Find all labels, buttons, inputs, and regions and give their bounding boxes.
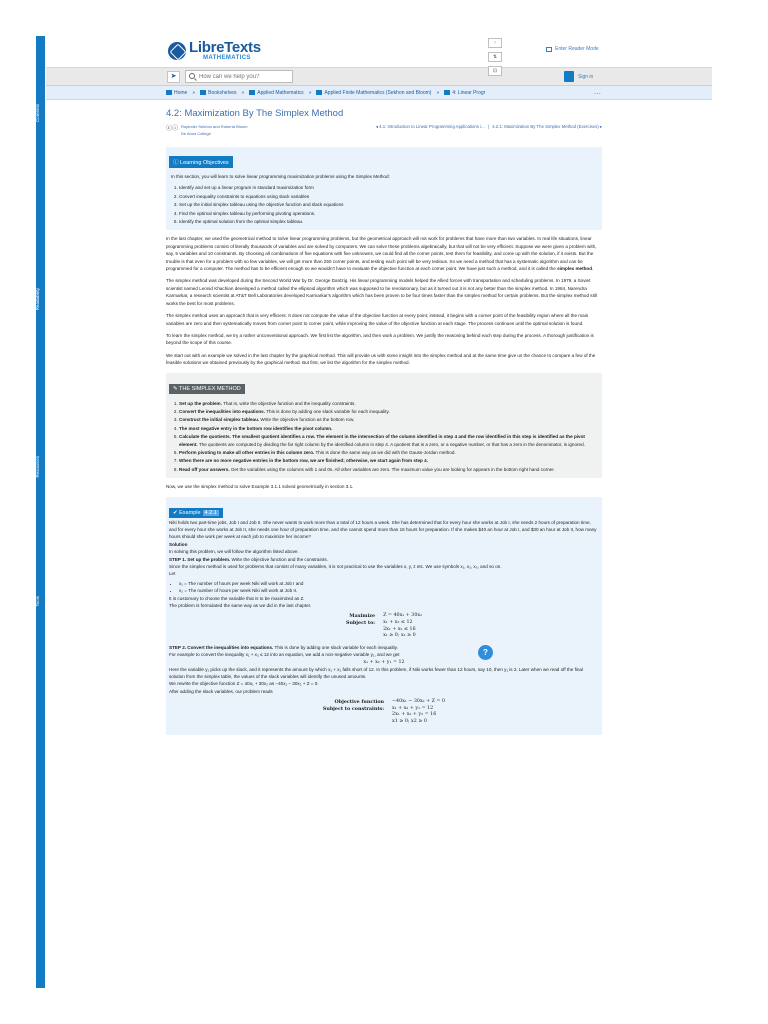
toolbar-mini-3[interactable]: ⊡ bbox=[488, 66, 502, 76]
reader-mode-button[interactable] bbox=[546, 46, 599, 52]
breadcrumb-chapter[interactable]: 4: Linear Progr bbox=[444, 90, 485, 96]
body-paragraph-5: We start out with an example we solved in the last chapter by the graphical method. This will provide us with some insight into the simplex method and at the same time give us the chance to compare a few of the feasible solutions we obtained previously by the graphical method. But first, we list the algorithm for the simplex method. bbox=[166, 352, 596, 366]
rail-contents-tab[interactable]: Contents bbox=[35, 104, 40, 123]
simplex-step: 3. Construct the initial simplex tableau. Write the objective function as the bottom row. bbox=[179, 416, 599, 423]
toolbar-mini-1[interactable]: ↑ bbox=[488, 38, 502, 48]
book-icon bbox=[316, 90, 322, 95]
pin-button[interactable]: ➤ bbox=[167, 71, 180, 83]
formulated-text: The problem is formulated the same way as we did in the last chapter. bbox=[169, 603, 312, 609]
example-heading: ✔ Example 4.2.1 bbox=[169, 508, 223, 518]
body-paragraph-1: In the last chapter, we used the geometrical method to solve linear programming problems, but the geometrical approach will not work for problems that have more than two variables. In real life situations, linear programming problems consist of literally thousands of variables and are solved by computers. We can solve these problems algebraically, but that will not be very efficient. Suppose we were given a problem with, say, 5 variables and 10 constraints. By choosing all combinations of five equations with five unknowns, we could find all the corner points, test them for feasibility, and come up with the solution, if it exists. But the trouble is that even for a problem with so few variables, we will get more than 250 corner points, and testing each point will be very tedious. So we need a method that has a systematic algorithm and can be programmed for a computer. The method has to be efficient enough so we wouldn't have to evaluate the objective function at each corner point. We have just such a method, and it is called the simplex method. bbox=[166, 236, 597, 272]
rewrite-text: We rewrite the objective function Z = 40x₁ + 30x₂ as −40x₁ − 30x₂ + Z = 0. bbox=[169, 681, 319, 687]
breadcrumb: Home » Bookshelves » Applied Mathematics » Applied Finite Mathematics (Sekhon and Bloom) » 4: Linear Progr ... bbox=[46, 86, 712, 100]
breadcrumb-home[interactable]: Home bbox=[166, 90, 187, 96]
rail-readability-tab[interactable]: Readability bbox=[35, 288, 40, 311]
objective-item: 3. Set up the initial simplex tableau using the objective function and slack equations bbox=[179, 201, 599, 208]
simplex-step: 6. Perform pivoting to make all other entries in this column zero. This is done the same way as we did with the Gauss-Jordan method. bbox=[179, 449, 599, 456]
simplex-steps-list bbox=[179, 400, 599, 474]
sign-in-button[interactable] bbox=[564, 71, 593, 82]
search-bar bbox=[46, 68, 712, 86]
breadcrumb-book[interactable]: Applied Finite Mathematics (Sekhon and Bloom) bbox=[316, 90, 431, 96]
next-page-link[interactable]: 4.2.1: Maximization By The Simplex Method (Exercises) ▸ bbox=[492, 124, 602, 129]
search-icon bbox=[189, 73, 195, 79]
simplex-step: 4. The most negative entry in the bottom row identifies the pivot column. bbox=[179, 425, 599, 432]
custom-text: It is customary to choose the variable that is to be maximized as Z. bbox=[169, 595, 305, 601]
convert-text: For example to convert the inequality x₁ + x₂ ≤ 12 into an equation, we add a non-negative variable y₁, and we get bbox=[169, 652, 400, 658]
step-1: STEP 1. Set up the problem. Write the objective function and the constraints. bbox=[169, 556, 328, 562]
let-label: Let bbox=[169, 571, 176, 577]
search-input[interactable] bbox=[185, 70, 293, 83]
side-rail bbox=[36, 36, 45, 988]
let-item: • x₁ = The number of hours per week Niki will work at Job I and bbox=[179, 580, 599, 587]
simplex-step: 5. Calculate the quotients. The smallest quotient identifies a row. The element in the intersection of the column identified in step 4 and the row identified in this step is identified as the pivot element. The quotients are computed by dividing the far right column by the identified column in step 4. A quotient that is a zero, or a negative number, or that has a zero in the denominator, is ignored. bbox=[179, 433, 599, 448]
libretexts-logo[interactable] bbox=[168, 40, 261, 61]
libretexts-logo-icon bbox=[168, 42, 186, 60]
sign-in-icon bbox=[564, 71, 574, 82]
breadcrumb-applied-math[interactable]: Applied Mathematics bbox=[249, 90, 303, 96]
objectives-intro: In this section, you will learn to solve linear programming maximization problems using the Simplex Method: bbox=[171, 174, 390, 179]
shelf-icon bbox=[200, 90, 206, 95]
objective-item: 1. Identify and set up a linear program in standard maximization form bbox=[179, 184, 599, 191]
let-list bbox=[179, 580, 599, 595]
rail-tools-tab[interactable]: Tools bbox=[35, 596, 40, 607]
logo-library: MATHEMATICS bbox=[203, 55, 251, 61]
maximize-formulation: Maximize Subject to: Z = 40x₁ + 30x₂ x₁ + x₂ ≤ 12 2x₁ + x₂ ≤ 16 x₁ ≥ 0; x₂ ≥ 0 bbox=[345, 613, 423, 639]
page-title: 4.2: Maximization By The Simplex Method bbox=[166, 108, 344, 119]
objective-item: 2. Convert inequality constraints to equations using slack variables bbox=[179, 193, 599, 200]
simplex-method-heading: ✎ THE SIMPLEX METHOD bbox=[169, 384, 245, 394]
example-problem: Niki holds two part-time jobs, Job I and Job II. She never wants to work more than a total of 12 hours a week. She has determined that for every hour she works at Job I, she needs 2 hours of preparation time, and for every hour she works at Job II, she needs one hour of preparation time, and she cannot spend more than 16 hours for preparation. If she makes $40 an hour at Job I, and $30 an hour at Job II, how many hours should she work per week at each job to maximize her income? bbox=[169, 519, 597, 540]
page-content: 4.2: Maximization By The Simplex Method ⓒⓘ Rupinder Sekhon and Roberta Bloom De Anza College ◂ 4.1: Introduction to Linear Programming Applications i... | 4.2.1: Maximization By The Simplex Method (Exercises) ▸ ⓘ Learning Objectives In this section, you will learn to solve linear programming maximization problems using the Simplex Method: 1. Identify and set up a linear program in standard maximization form 2. Convert inequality constraints to equations using slack variables 3. Set up the initial simplex tableau using the objective function and slack equations 4. Find the optimal simplex tableau by performing pivoting operations. 5. Identify the optimal solution from the optimal simplex tableau. In the last chapter, we used the geometrical method to solve linear programming problems, but the geometrical approach will not work for problems that have more than two variables. In real life situations, linear programming problems consist of literally thousands of variables and are solved by computers. We can solve these problems algebraically, but that will not be very efficient. Suppose we were given a problem with, say, 5 variables and 10 constraints. By choosing all combinations of five equations with five unknowns, we could find all the corner points, test them for feasibility, and come up with the solution, if it exists. But the trouble is that even for a problem with so few variables, we will get more than 250 corner points, and testing each point will be very tedious. So we need a method that has a systematic algorithm and can be programmed for a computer. The method has to be efficient enough so we wouldn't have to evaluate the objective function at each corner point. We have just such a method, and it is called the simplex method. The simplex method was developed during the Second World War by Dr. George Dantzig. His linear programming models helped the Allied forces with transportation and scheduling problems. In 1979, a Soviet scientist named Leonid Khachian developed a method called the ellipsoid algorithm which was supposed to be revolutionary, but as it turned out it is not any better than the simplex method. In 1984, Narendra Karmarkar, a research scientist at AT&T Bell Laboratories developed Karmarkar's algorithm which has been proven to be four times faster than the simplex method for certain problems. But the simplex method still works the best for most problems. The simplex method uses an approach that is very efficient. It does not compute the value of the objective function at every point; instead, it begins with a corner point of the feasibility region where all the main variables are zero and then systematically moves from corner point to corner point, while improving the value of the objective function at each stage. The process continues until the optimal solution is found. To learn the simplex method, we try a rather unconventional approach. We first list the algorithm, and then work a problem. We justify the reasoning behind each step during the process. A thorough justification is beyond the scope of this course. We start out with an example we solved in the last chapter by the graphical method. This will provide us with some insight into the simplex method and at the same time give us the chance to compare a few of the feasible solutions we obtained previously by the graphical method. But first, we list the algorithm for the simplex method. ✎ THE SIMPLEX METHOD 1. Set up the problem. That is, write the objective function and the inequality constraints. 2. Convert the inequalities into equations. This is done by adding one slack variable for each inequality. 3. Construct the initial simplex tableau. Write the objective function as the bottom row. 4. The most negative entry in the bottom row identifies the pivot column. 5. Calculate the quotients. The smallest quotient identifies a row. The element in the intersection of the column identified in step 4 and the row identified in this step is identified as the pivot element. The quotients are computed by dividing the far right column by the identified column in step 4. A quotient that is a zero, or a negative number, or that has a zero in the denominator, is ignored. 6. Perform pivoting to make all other entries in this column zero. This is done the same way as we did with the Gauss-Jordan method. 7. When there are no more negative entries in the bottom row, we are finished; otherwise, we start again from step 4. 8. Read off your answers. Get the variables using the columns with 1 and 0s. All other variables are zero. The maximum value you are looking for appears in the bottom right hand corner. Now, we use the simplex method to solve Example 3.1.1 solved geometrically in section 3.1. ✔ Example 4.2.1 Niki holds two part-time jobs, Job I and Job II. She never wants to work more than a total of 12 hours a week. She has determined that for every hour she works at Job I, she needs 2 hours of preparation time, and for every hour she works at Job II, she needs one hour of preparation time, and she cannot spend more than 16 hours for preparation. If she makes $40 an hour at Job I, and $30 an hour at Job II, how many hours should she work per week at each job to maximize her income? Solution In solving this problem, we will follow the algorithm listed above. STEP 1. Set up the problem. Write the objective function and the constraints. Since the simplex method is used for problems that consist of many variables, it is not practical to use the variables x, y, z etc. We use symbols x₁, x₂, x₃, and so on. Let • x₁ = The number of hours per week Niki will work at Job I and • x₂ = The number of hours per week Niki will work at Job II. It is customary to choose the variable that is to be maximized as Z. The problem is formulated the same way as we did in the last chapter. Maximize Subject to: Z = 40x₁ + 30x₂ x₁ + x₂ ≤ 12 2x₁ + x₂ ≤ 16 x₁ ≥ 0; x₂ ≥ 0 STEP 2. Convert the inequalities into equations. This is done by adding one slack variable for each inequality. For example to convert the inequality x₁ + x₂ ≤ 12 into an equation, we add a non-negative variable y₁, and we get x₁ + x₂ + y₁ = 12 Here the variable y₁ picks up the slack, and it represents the amount by which x₁ + x₂ falls short of 12. In this problem, if Niki works fewer than 12 hours, say 10, then y₁ is 2. Later when we read off the final solution from the simplex table, the values of the slack variables will identify the unused amounts. We rewrite the objective function Z = 40x₁ + 30x₂ as −40x₁ − 30x₂ + Z = 0. After adding the slack variables, our problem reads Objective function Subject to constraints: −40x₁ − 30x₂ + Z = 0 x₁ + x₂ + y₁ = 12 2x₁ + x₂ + y₂ = 16 x1 ≥ 0; x2 ≥ 0 bbox=[166, 108, 602, 735]
after-text: After adding the slack variables, our problem reads bbox=[169, 688, 273, 694]
slack-text: Here the variable y₁ picks up the slack, and it represents the amount by which x₁ + x₂ falls short of 12. In this problem, if Niki works fewer than 12 hours, say 10, then y₁ is 2. Later when we read off the final solution from the simplex table, the values of the slack variables will identify the unused amounts. bbox=[169, 666, 583, 680]
reader-mode-icon bbox=[546, 47, 552, 52]
body-paragraph-2: The simplex method was developed during the Second World War by Dr. George Dantzig. His linear programming models helped the Allied forces with transportation and scheduling problems. In 1979, a Soviet scientist named Leonid Khachian developed a method called the ellipsoid algorithm which was supposed to be revolutionary, but as it turned out it is not any better than the simplex method. In 1984, Narendra Karmarkar, a research scientist at AT&T Bell Laboratories developed Karmarkar's algorithm which has been proven to be four times faster than the simplex method for certain problems. But the simplex method still works the best for most problems. bbox=[166, 278, 597, 306]
simplex-step: 8. Read off your answers. Get the variables using the columns with 1 and 0s. All other variables are zero. The maximum value you are looking for appears in the bottom right hand corner. bbox=[179, 466, 599, 473]
transition-paragraph: Now, we use the simplex method to solve Example 3.1.1 solved geometrically in section 3.1. bbox=[166, 484, 354, 490]
toolbar-mini-2[interactable]: ⇅ bbox=[488, 52, 502, 62]
objective-item: 5. Identify the optimal solution from the optimal simplex tableau. bbox=[179, 218, 599, 225]
institution-link[interactable]: De Anza College bbox=[181, 131, 211, 136]
breadcrumb-bookshelves[interactable]: Bookshelves bbox=[200, 90, 236, 96]
simplex-method-box bbox=[166, 373, 602, 479]
shelf-icon bbox=[249, 90, 255, 95]
home-icon bbox=[166, 90, 172, 95]
slack-formulation: Objective function Subject to constraints: −40x₁ − 30x₂ + Z = 0 x₁ + x₂ + y₁ = 12 2x₁ + x₂ + y₂ = 16 x1 ≥ 0; x2 ≥ 0 bbox=[322, 699, 446, 725]
author-link[interactable]: Rupinder Sekhon and Roberta Bloom bbox=[181, 124, 248, 129]
site-header bbox=[46, 36, 712, 68]
variables-text: Since the simplex method is used for problems that consist of many variables, it is not practical to use the variables x, y, z etc. We use symbols x₁, x₂, x₃, and so on. bbox=[169, 564, 502, 570]
solution-label: Solution bbox=[169, 541, 188, 547]
let-item: • x₂ = The number of hours per week Niki will work at Job II. bbox=[179, 587, 599, 594]
logo-name: LibreTexts bbox=[189, 39, 261, 56]
rail-resources-tab[interactable]: Resources bbox=[35, 456, 40, 478]
help-button[interactable]: ? bbox=[478, 645, 493, 660]
learning-objectives-heading: ⓘ Learning Objectives bbox=[169, 156, 233, 168]
prev-page-link[interactable]: ◂ 4.1: Introduction to Linear Programming Applications i... bbox=[375, 124, 485, 129]
breadcrumb-more[interactable]: ... bbox=[594, 89, 602, 96]
solution-intro: In solving this problem, we will follow the algorithm listed above. bbox=[169, 549, 299, 555]
simplex-step: 2. Convert the inequalities into equations. This is done by adding one slack variable for each inequality. bbox=[179, 408, 599, 415]
example-box bbox=[166, 497, 602, 735]
simplex-step: 1. Set up the problem. That is, write the objective function and the inequality constraints. bbox=[179, 400, 599, 407]
learning-objectives-box bbox=[166, 147, 602, 230]
simplex-step: 7. When there are no more negative entries in the bottom row, we are finished; otherwise, we start again from step 4. bbox=[179, 457, 599, 464]
slack-equation: x₁ + x₂ + y₁ = 12 bbox=[363, 659, 405, 665]
objectives-list bbox=[179, 184, 599, 225]
step-2: STEP 2. Convert the inequalities into equations. This is done by adding one slack variable for each inequality. bbox=[169, 644, 399, 650]
objective-item: 4. Find the optimal simplex tableau by performing pivoting operations. bbox=[179, 210, 599, 217]
reader-mode-label: Enter Reader Mode bbox=[555, 46, 599, 52]
cc-license-icon[interactable]: ⓒⓘ bbox=[166, 126, 179, 132]
chapter-icon bbox=[444, 90, 450, 95]
sign-in-label: Sign in bbox=[578, 73, 594, 80]
body-paragraph-4: To learn the simplex method, we try a rather unconventional approach. We first list the algorithm, and then work a problem. We justify the reasoning behind each step during the process. A thorough justification is beyond the scope of this course. bbox=[166, 332, 594, 346]
body-paragraph-3: The simplex method uses an approach that is very efficient. It does not compute the value of the objective function at every point; instead, it begins with a corner point of the feasibility region where all the main variables are zero and then systematically moves from corner point to corner point, while improving the value of the objective function at each stage. The process continues until the optimal solution is found. bbox=[166, 313, 589, 326]
